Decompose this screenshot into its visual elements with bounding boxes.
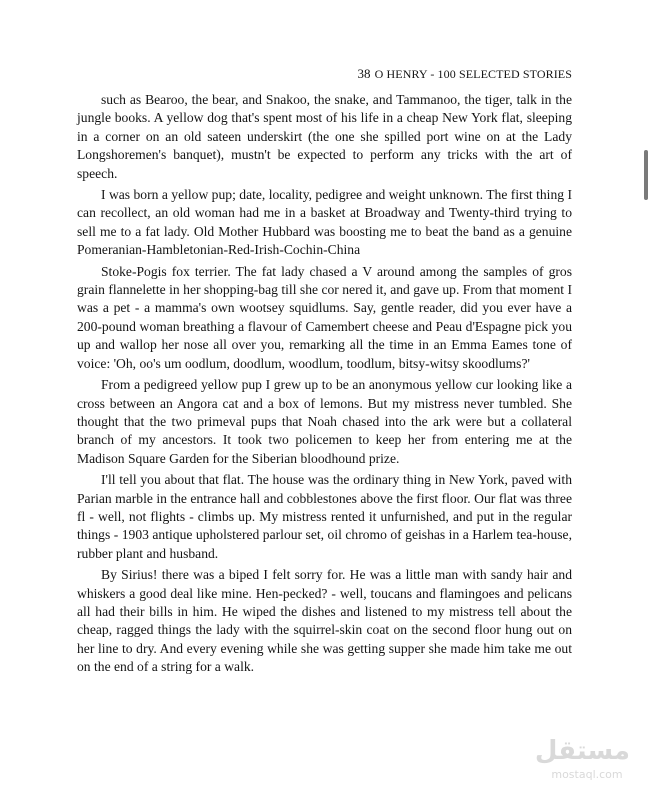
paragraph: I'll tell you about that flat. The house was the ordinary thing in New York, paved with Parian marble in the entrance hall and cobblestones above the first floor. Our flat was three fl - well, not flights - climbs up. My mistress rented it unfurnished, and put in the regular things - 1903 antique upholstered parlour set, oil chromo of geishas in a Harlem tea-house, rubber plant and husband.: [77, 472, 572, 561]
watermark-logo-text: مستقل: [534, 736, 630, 766]
watermark-domain: mostaql.com: [551, 768, 623, 781]
scrollbar-thumb[interactable]: [644, 150, 648, 200]
page-number: 38: [357, 66, 371, 81]
paragraph: I was born a yellow pup; date, locality, pedigree and weight unknown. The first thing I can recollect, an old woman had me in a basket at Broadway and Twenty-third trying to sell me to a fat lady. Old Mother Hubbard was boosting me to beat the band as a genuine Pomeranian-Hambletonian-Red-Irish-Cochin-China: [77, 187, 572, 258]
paragraph: From a pedigreed yellow pup I grew up to be an anonymous yellow cur looking like a cross between an Angora cat and a box of lemons. But my mistress never tumbled. She thought that the two primeval pups that Noah chased into the ark were but a collateral branch of my ancestors. It took two policemen to keep her from entering me at the Madison Square Garden for the Siberian bloodhound prize.: [77, 377, 572, 466]
paragraph: Stoke-Pogis fox terrier. The fat lady chased a V around among the samples of gros grain flannelette in her shopping-bag till she cor nered it, and gave up. From that moment I was a pet - a mamma's own wootsey squidlums. Say, gentle reader, did you ever have a 200-pound woman breathing a flavour of Camembert cheese and Peau d'Espagne pick you up and wallop her nose all over you, remarking all the time in an Emma Eames tone of voice: 'Oh, oo's um oodlum, doodlum, woodlum, toodlum, bitsy-witsy skoodlums?': [77, 263, 572, 371]
mostaql-watermark: [534, 734, 630, 790]
running-header: [357, 66, 572, 82]
running-title: O HENRY - 100 SELECTED STORIES: [374, 67, 572, 81]
story-text: [77, 91, 572, 680]
paragraph: By Sirius! there was a biped I felt sorry for. He was a little man with sandy hair and whiskers a good deal like mine. Hen-pecked? - well, toucans and flamingoes and pelicans all had their bills in him. He wiped the dishes and listened to my mistress tell about the cheap, ragged things the lady with the squirrel-skin coat on the second floor hung out on her line to dry. And every evening while she was getting supper she made him take me out on the end of a string for a walk.: [77, 567, 572, 675]
paragraph: such as Bearoo, the bear, and Snakoo, the snake, and Tammanoo, the tiger, talk in the jungle books. A yellow dog that's spent most of his life in a cheap New York flat, sleeping in a corner on an old sateen underskirt (the one she spilled port wine on at the Lady Longshoremen's banquet), mustn't be expected to perform any tricks with the art of speech.: [77, 92, 572, 181]
